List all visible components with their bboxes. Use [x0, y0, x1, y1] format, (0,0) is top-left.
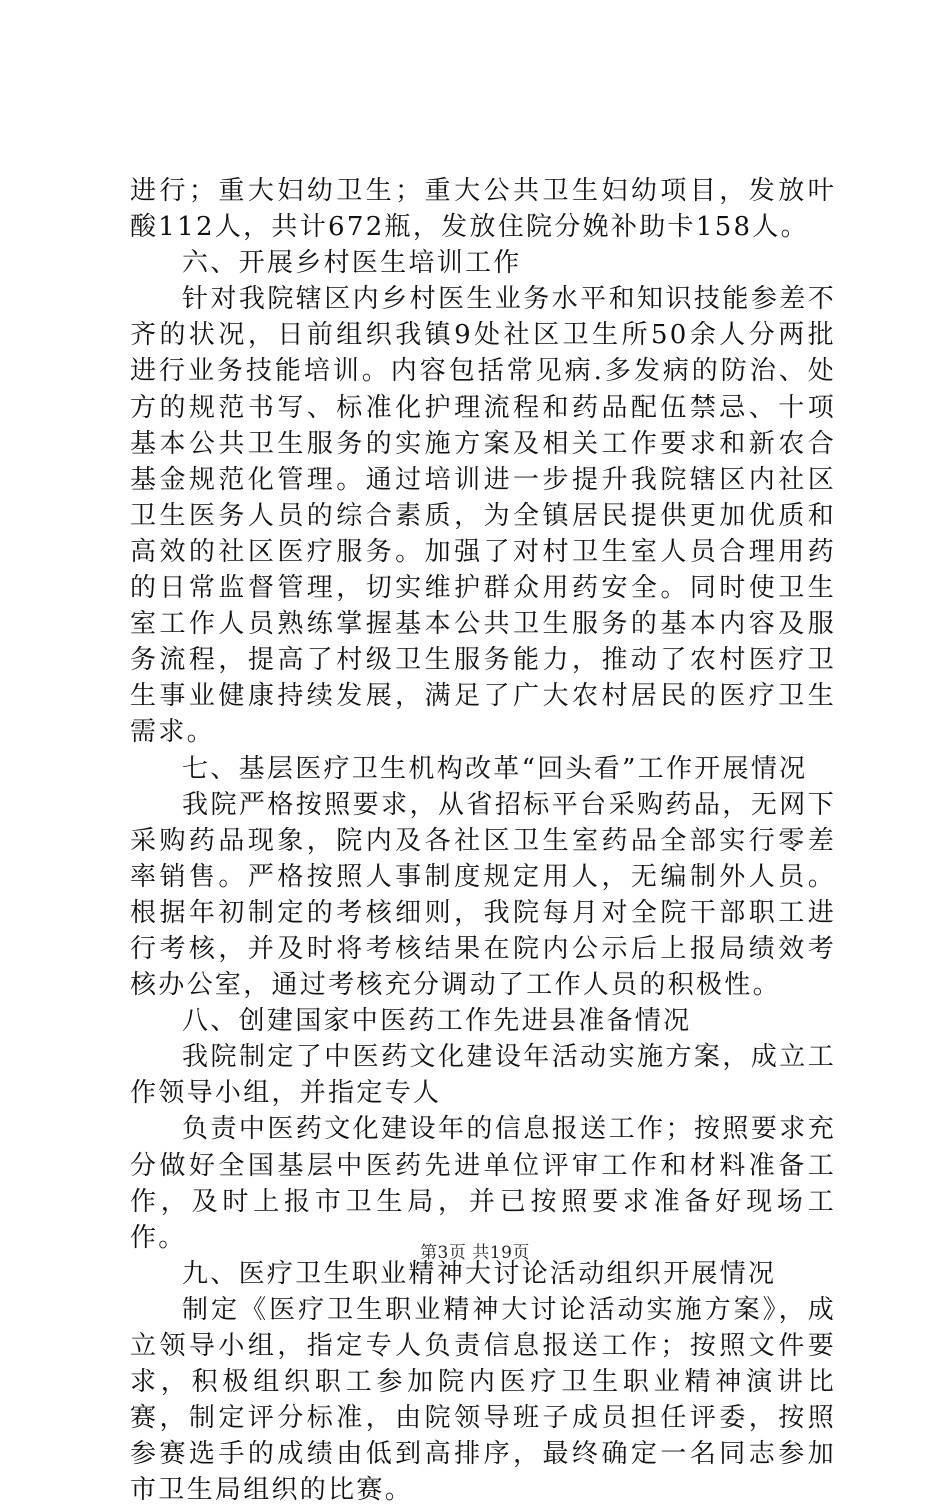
- paragraph: 我院严格按照要求，从省招标平台采购药品，无网下采购药品现象，院内及各社区卫生室药品全部实行零差率销售。严格按照人事制度规定用人，无编制外人员。根据年初制定的考核细则，我院每月对全院干部职工进行考核，并及时将考核结果在院内公示后上报局绩效考核办公室，通过考核充分调动了工作人员的积极性。: [130, 789, 836, 1001]
- page-number-footer: 第3页 共19页: [420, 1243, 530, 1263]
- paragraph: 负责中医药文化建设年的信息报送工作；按照要求充分做好全国基层中医药先进单位评审工作和材料准备工作，及时上报市卫生局，并已按照要求准备好现场工作。: [130, 1114, 836, 1253]
- section-heading-8: 八、创建国家中医药工作先进县准备情况: [182, 1006, 692, 1037]
- paragraph-continued: 进行；重大妇幼卫生；重大公共卫生妇幼项目，发放叶酸112人，共计672瓶，发放住院分娩补助卡158人。: [130, 176, 836, 243]
- section-heading-9: 九、医疗卫生职业精神大讨论活动组织开展情况: [182, 1258, 777, 1289]
- section-heading-6: 六、开展乡村医生培训工作: [182, 248, 522, 279]
- document-body: [130, 173, 836, 1508]
- paragraph: 我院制定了中医药文化建设年活动实施方案，成立工作领导小组，并指定专人: [130, 1042, 836, 1109]
- paragraph: 针对我院辖区内乡村医生业务水平和知识技能参差不齐的状况，日前组织我镇9处社区卫生所50余人分两批进行业务技能培训。内容包括常见病.多发病的防治、处方的规范书写、标准化护理流程和药品配伍禁忌、十项基本公共卫生服务的实施方案及相关工作要求和新农合基金规范化管理。通过培训进一步提升我院辖区内社区卫生医务人员的综合素质，为全镇居民提供更加优质和高效的社区医疗服务。加强了对村卫生室人员合理用药的日常监督管理，切实维护群众用药安全。同时使卫生室工作人员熟练掌握基本公共卫生服务的基本内容及服务流程，提高了村级卫生服务能力，推动了农村医疗卫生事业健康持续发展，满足了广大农村居民的医疗卫生需求。: [130, 284, 836, 748]
- section-heading-7: 七、基层医疗卫生机构改革“回头看”工作开展情况: [182, 753, 808, 784]
- paragraph: 制定《医疗卫生职业精神大讨论活动实施方案》，成立领导小组，指定专人负责信息报送工作；按照文件要求，积极组织职工参加院内医疗卫生职业精神演讲比赛，制定评分标准，由院领导班子成员担任评委，按照参赛选手的成绩由低到高排序，最终确定一名同志参加市卫生局组织的比赛。: [130, 1294, 836, 1506]
